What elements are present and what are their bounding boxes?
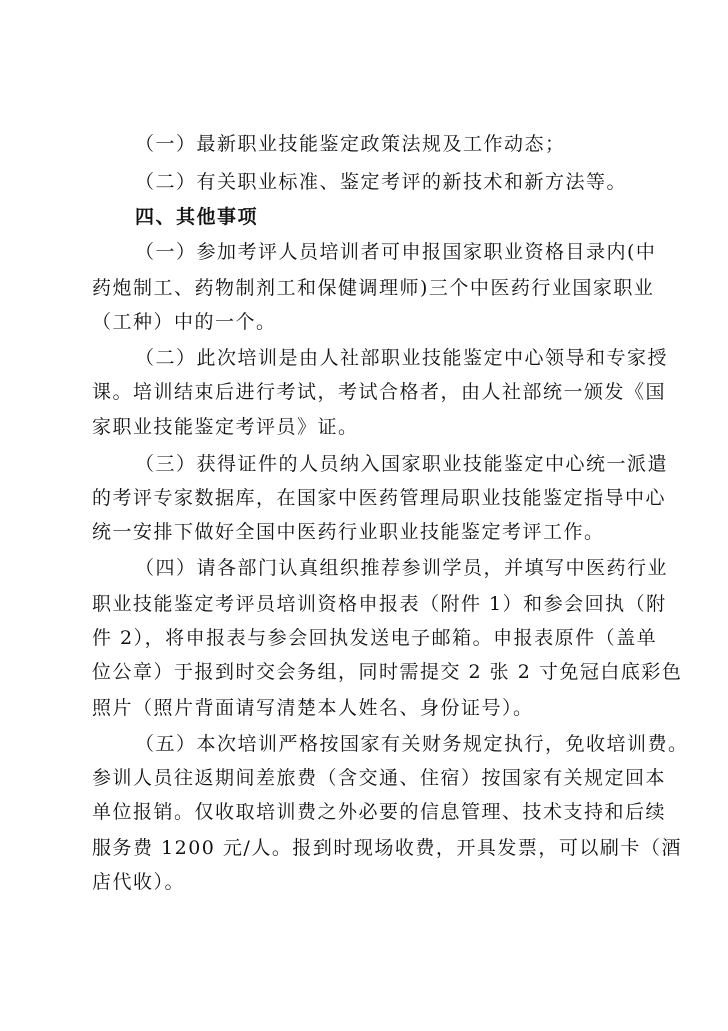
paragraph-line: 的考评专家数据库，在国家中医药管理局职业技能鉴定指导中心 xyxy=(92,487,667,509)
paragraph-line: 参训人员往返期间差旅费（含交通、住宿）按国家有关规定回本 xyxy=(92,767,667,789)
paragraph-line: 单位报销。仅收取培训费之外必要的信息管理、技术支持和后续 xyxy=(92,801,667,823)
paragraph-line: （工种）中的一个。 xyxy=(92,311,277,333)
paragraph-line: 位公章）于报到时交会务组，同时需提交 2 张 2 寸免冠白底彩色 xyxy=(92,661,683,683)
paragraph-line: （四）请各部门认真组织推荐参训学员，并填写中医药行业 xyxy=(135,557,669,579)
paragraph-line: 店代收）。 xyxy=(92,871,186,893)
paragraph-line: （一）最新职业技能鉴定政策法规及工作动态； xyxy=(135,133,566,155)
paragraph-line: （二）有关职业标准、鉴定考评的新技术和新方法等。 xyxy=(135,171,628,193)
paragraph-line: 照片（照片背面请写清楚本人姓名、身份证号）。 xyxy=(92,697,534,719)
paragraph-line: 职业技能鉴定考评员培训资格申报表（附件 1）和参会回执（附 xyxy=(92,593,667,615)
paragraph-line: （二）此次培训是由人社部职业技能鉴定中心领导和专家授 xyxy=(135,347,669,369)
paragraph-line: （三）获得证件的人员纳入国家职业技能鉴定中心统一派遣 xyxy=(135,453,669,475)
paragraph-line: 服务费 1200 元/人。报到时现场收费，开具发票，可以刷卡（酒 xyxy=(92,837,682,859)
paragraph-line: 件 2），将申报表与参会回执发送电子邮箱。申报表原件（盖单 xyxy=(92,627,658,649)
paragraph-line: 统一安排下做好全国中医药行业职业技能鉴定考评工作。 xyxy=(92,521,605,543)
paragraph-line: 药炮制工、药物制剂工和保健调理师)三个中医药行业国家职业 xyxy=(92,277,655,299)
paragraph-line: （一）参加考评人员培训者可申报国家职业资格目录内(中 xyxy=(135,241,657,263)
paragraph-line: 课。培训结束后进行考试，考试合格者，由人社部统一颁发《国 xyxy=(92,381,667,403)
paragraph-line: （五）本次培训严格按国家有关财务规定执行，免收培训费。 xyxy=(135,733,689,755)
section-heading: 四、其他事项 xyxy=(135,206,259,228)
paragraph-line: 家职业技能鉴定考评员》证。 xyxy=(92,416,359,438)
